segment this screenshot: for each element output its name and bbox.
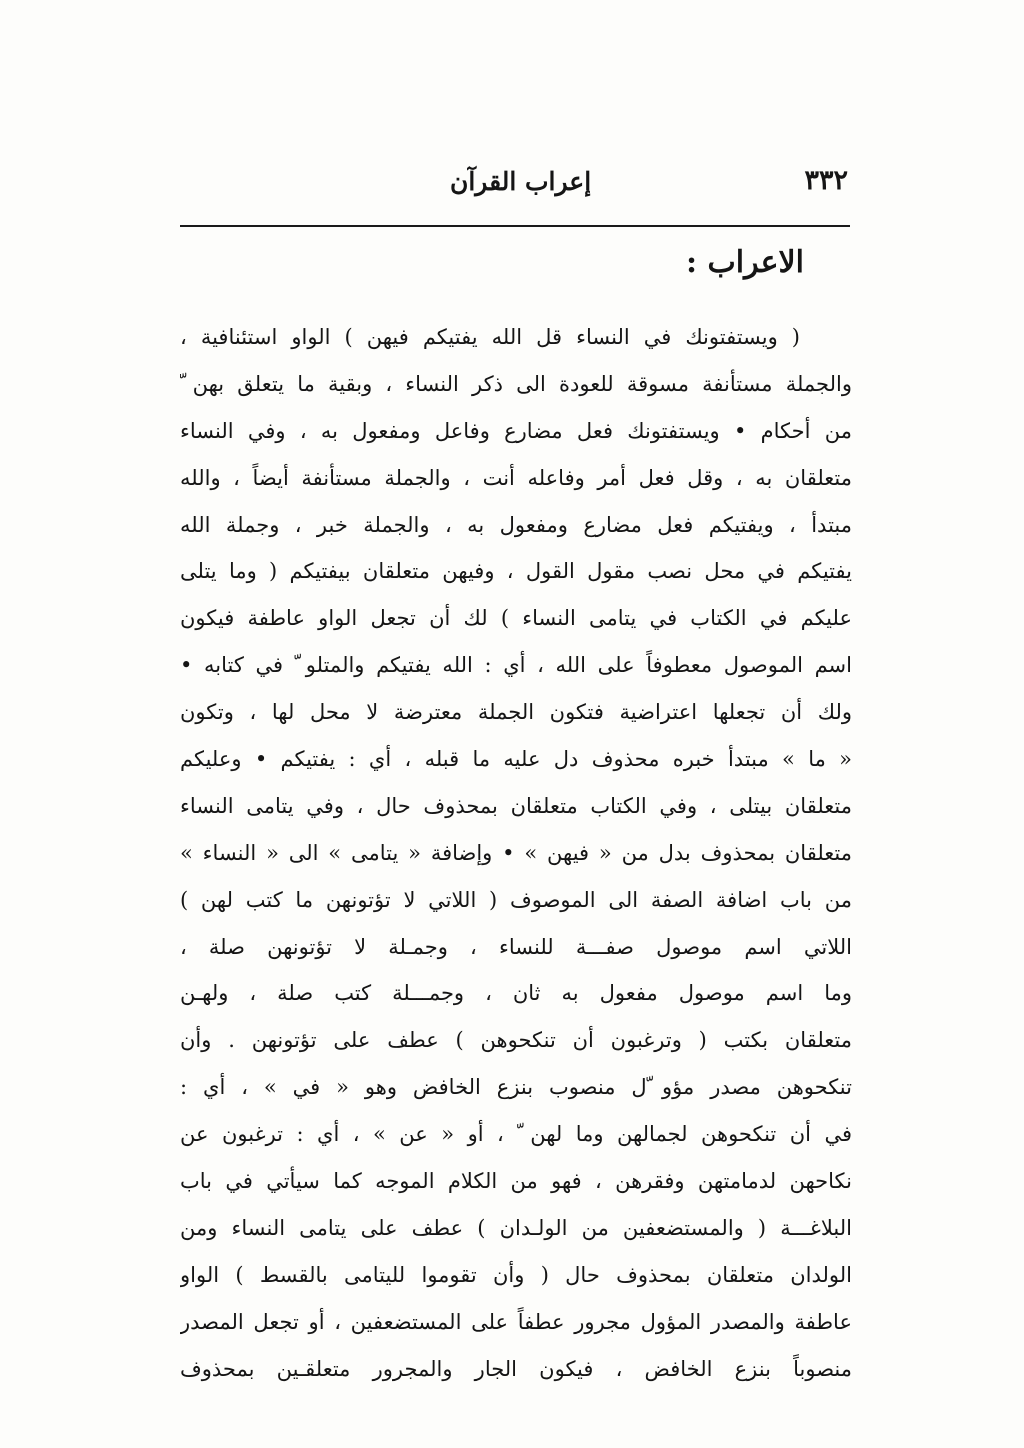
text-line: اسم الموصول معطوفاً على الله ، أي : الله يفتيكم والمتلو ّ في كتابه • [180, 653, 852, 678]
text-line: وما اسم موصول مفعول به ثان ، وجمـــلة كتب صلة ، ولهـن [180, 981, 852, 1006]
text-line: متعلقان بكتب ( وترغبون أن تنكحوهن ) عطف على تؤتونهن . وأن [180, 1028, 852, 1053]
section-heading: الاعراب : [686, 245, 804, 280]
text-line: عاطفة والمصدر المؤول مجرور عطفاً على المستضعفين ، أو تجعل المصدر [180, 1309, 852, 1334]
body-text [180, 314, 852, 1392]
text-line: متعلقان به ، وقل فعل أمر وفاعله أنت ، والجملة مستأنفة أيضاً ، والله [180, 465, 852, 490]
text-line: اللاتي اسم موصول صفـــة للنساء ، وجمـلة لا تؤتونهن صلة ، [180, 934, 852, 959]
header-divider [180, 225, 850, 227]
text-line: في أن تنكحوهن لجمالهن وما لهن ّ ، أو « عن » ، أي : ترغبون عن [180, 1122, 852, 1147]
text-line: « ما » مبتدأ خبره محذوف دل عليه ما قبله ، أي : يفتيكم • وعليكم [180, 747, 852, 772]
text-line: والجملة مستأنفة مسوقة للعودة الى ذكر النساء ، وبقية ما يتعلق بهن ّ [180, 371, 852, 396]
text-line: من باب اضافة الصفة الى الموصوف ( اللاتي لا تؤتونهن ما كتب لهن ) [180, 887, 852, 912]
text-line: مبتدأ ، ويفتيكم فعل مضارع ومفعول به ، والجملة خبر ، وجملة الله [180, 512, 852, 537]
text-line: البلاغـــة ( والمستضعفين من الولـدان ) عطف على يتامى النساء ومن [180, 1215, 852, 1240]
text-line: عليكم في الكتاب في يتامى النساء ) لك أن تجعل الواو عاطفة فيكون [180, 606, 852, 631]
page-number: ٣٣٢ [804, 165, 848, 196]
text-line: متعلقان بمحذوف بدل من « فيهن » • وإضافة « يتامى » الى « النساء » [180, 840, 852, 865]
text-line: منصوباً بنزع الخافض ، فيكون الجار والمجرور متعلقـين بمحذوف [180, 1356, 852, 1381]
text-line: من أحكام • ويستفتونك فعل مضارع وفاعل ومفعول به ، وفي النساء [180, 418, 852, 443]
text-line: ولك أن تجعلها اعتراضية فتكون الجملة معترضة لا محل لها ، وتكون [180, 700, 852, 725]
text-line: ( ويستفتونك في النساء قل الله يفتيكم فيهن ) الواو استئنافية ، [180, 325, 800, 349]
text-line: يفتيكم في محل نصب مقول القول ، وفيهن متعلقان بيفتيكم ( وما يتلى [180, 559, 852, 584]
text-line: تنكحوهن مصدر مؤو ّل منصوب بنزع الخافض وهو « في » ، أي : [180, 1075, 852, 1100]
text-line: نكاحهن لدمامتهن وفقرهن ، فهو من الكلام الموجه كما سيأتي في باب [180, 1169, 852, 1194]
text-line: متعلقان بيتلى ، وفي الكتاب متعلقان بمحذوف حال ، وفي يتامى النساء [180, 793, 852, 818]
text-line: الولدان متعلقان بمحذوف حال ( وأن تقوموا لليتامى بالقسط ) الواو [180, 1262, 852, 1287]
running-header [180, 163, 850, 207]
book-title: إعراب القرآن [450, 167, 592, 196]
